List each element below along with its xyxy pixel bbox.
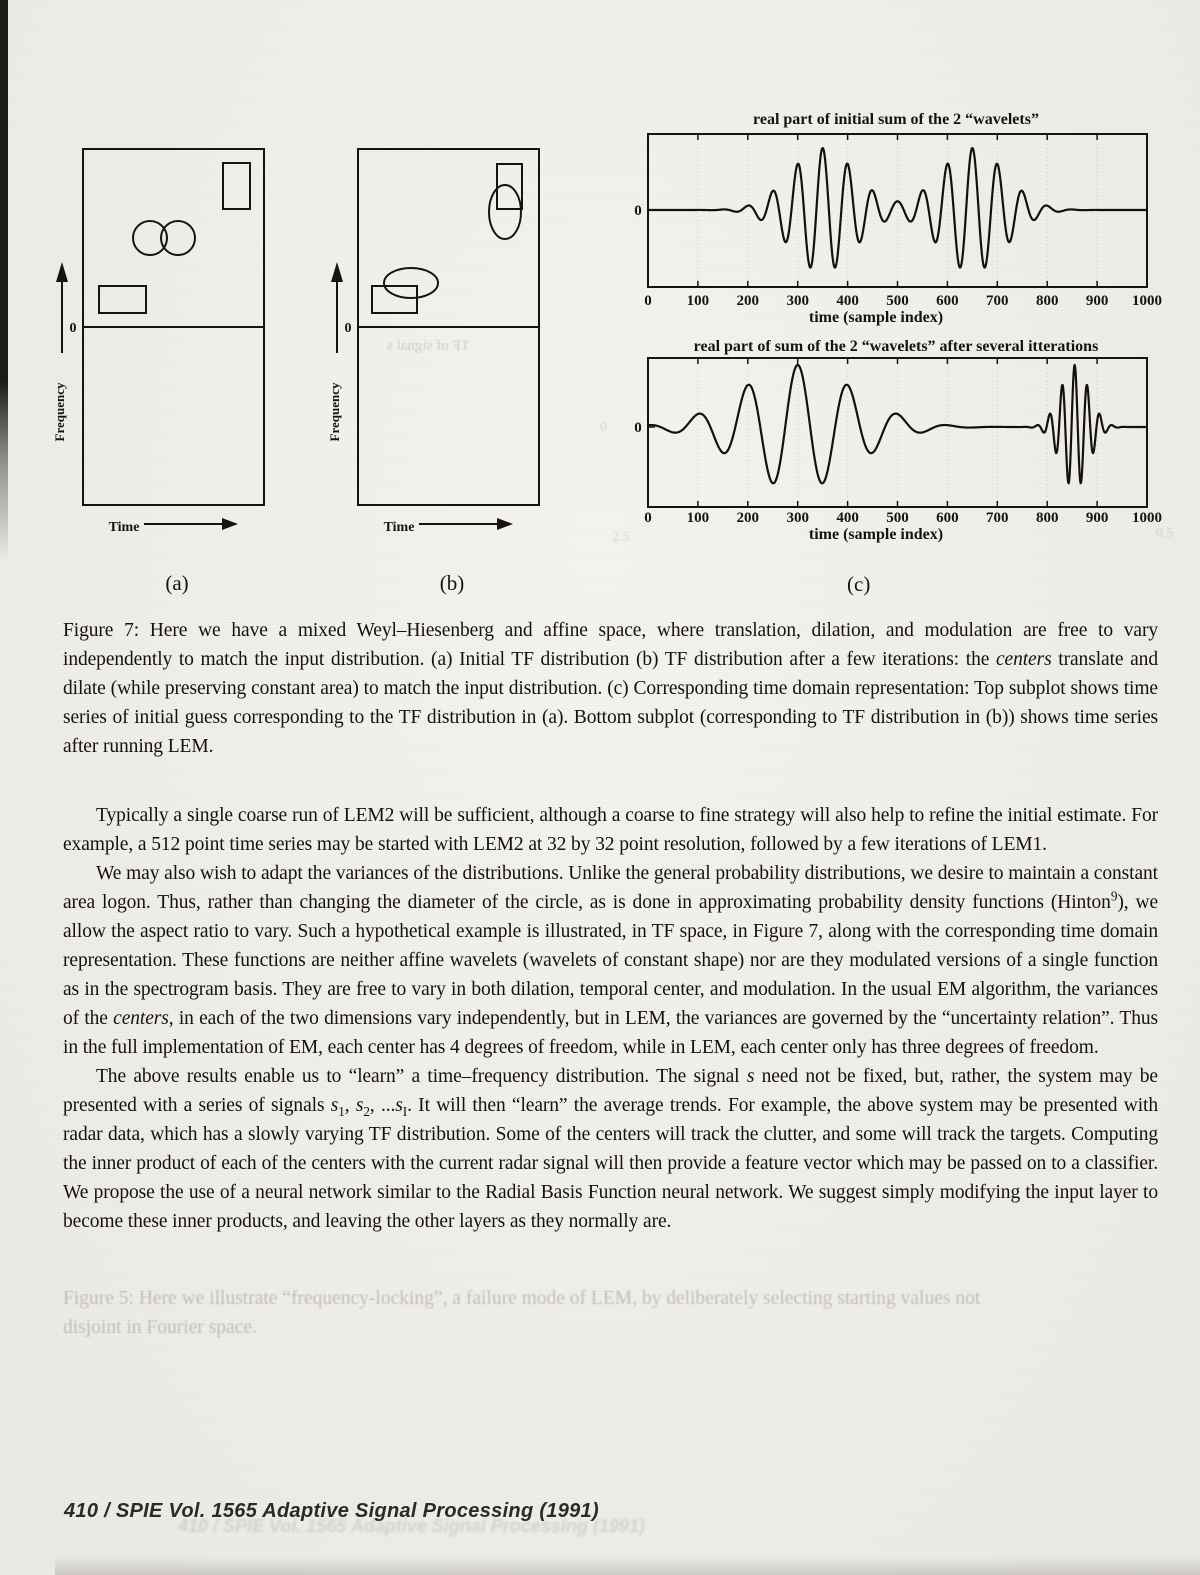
x-tick-label: 800 — [1035, 293, 1059, 309]
time-axis-label: Time — [108, 520, 140, 535]
page-footer: 410 / SPIE Vol. 1565 Adaptive Signal Processing (1991) — [64, 1500, 599, 1522]
x-tick-label: 300 — [786, 293, 809, 309]
bleed-through-fragment: 2.5 — [612, 530, 630, 545]
x-tick-label: 700 — [986, 510, 1009, 526]
y-zero-label: 0 — [634, 420, 642, 436]
arrow-right-icon — [497, 518, 513, 530]
paragraph-1: Typically a single coarse run of LEM2 will be sufficient, although a coarse to fine strategy will also help to refine the initial estimate. For example, a 512 point time series may be started with LEM2 at 32 by 32 point resolution, followed by a few iterations of LEM1. — [63, 805, 1158, 855]
tf-center-rect — [223, 163, 250, 209]
figure-caption: Figure 7: Here we have a mixed Weyl–Hiesenberg and affine space, where translation, dilation, and modulation are free to vary independently to match the input distribution. (a) Initial TF distribution (b) TF distribution after a few iterations: the centers translate and dilate (while preserving constant area) to match the input distribution. (c) Corresponding time domain representation: Top subplot shows time series of initial guess corresponding to the TF distribution in (a). Bottom subplot (corresponding to TF distribution in (b)) shows time series after running LEM. — [63, 620, 1158, 757]
frequency-axis-label: Frequency — [327, 382, 342, 442]
time-axis-label: Time — [383, 520, 415, 535]
x-tick-label: 100 — [686, 510, 710, 526]
x-tick-label: 600 — [936, 293, 959, 309]
x-tick-label: 900 — [1085, 510, 1109, 526]
bleed-through-caption-line-1: Figure 5: Here we illustrate “frequency-locking”, a failure mode of LEM, by deliberately selecting starting values not — [63, 1288, 981, 1309]
paragraph-2: We may also wish to adapt the variances of the distributions. Unlike the general probability distributions, we desire to maintain a constant area logon. Thus, rather than changing the diameter of the circle, as is done in approximating probability density functions (Hinton$^9$), we allow the aspect ratio to vary. Such a hypothetical example is illustrated, in TF space, in Figure 7, along with the corresponding time domain representation. These functions are neither affine wavelets (wavelets of constant shape) nor are they modulated versions of a single function as in the spectrogram basis. They are free to vary in both dilation, temporal center, and modulation. In the usual EM algorithm, the variances of the centers, in each of the two dimensions vary independently, but in LEM, the variances are governed by the “uncertainty relation”. Thus in the full implementation of EM, each center has 4 degrees of freedom, while in LEM, each center only has three degrees of freedom. — [63, 863, 1159, 1058]
wavelet-plot-after-lem — [630, 330, 1175, 555]
paragraph-3: The above results enable us to “learn” a time–frequency distribution. The signal s need not be fixed, but, rather, the system may be presented with a series of signals $s_1$, $s_2$, $...s_I$. It will then “learn” the average trends. For example, the above system may be presented with radar data, which has a slowly varying TF distribution. Some of the centers will track the clutter, and some will track the targets. Computing the inner product of each of the centers with the current radar signal will then provide a feature vector which may be passed on to a classifier. We propose the use of a neural network similar to the Radial Basis Function neural network. We suggest simply modifying the input layer to become these inner products, and leaving the other layers as they normally are. — [63, 1066, 1158, 1232]
x-tick-label: 400 — [836, 510, 859, 526]
wavelet-plot-initial — [630, 108, 1175, 348]
x-tick-label: 200 — [736, 510, 760, 526]
x-tick-label: 0 — [644, 293, 652, 309]
arrow-up-icon — [56, 262, 68, 282]
tf-center-rect — [372, 286, 417, 313]
x-axis-label: time (sample index) — [808, 526, 944, 543]
tf-center-rect — [99, 286, 146, 313]
frequency-axis-label: Frequency — [52, 382, 67, 442]
x-tick-label: 500 — [886, 293, 909, 309]
subfigure-label-c: (c) — [847, 572, 871, 596]
x-tick-label: 800 — [1035, 510, 1059, 526]
subfigure-label: (b) — [439, 571, 465, 595]
body-text — [63, 801, 1158, 1236]
x-tick-label: 0 — [644, 510, 652, 526]
x-tick-label: 400 — [836, 293, 859, 309]
plot-title: real part of sum of the 2 “wavelets” after several itterations — [693, 338, 1099, 355]
waveform-line — [648, 148, 1147, 268]
x-tick-label: 200 — [736, 293, 760, 309]
bleed-through-mirrored-text: TF of signal s — [387, 338, 470, 354]
arrow-right-icon — [222, 518, 238, 530]
bleed-through-fragment: 0.5 — [1156, 526, 1174, 541]
scan-edge-artifact — [0, 0, 8, 560]
zero-label: 0 — [344, 321, 352, 336]
tf-diagram-a — [40, 140, 280, 610]
plot-title: real part of initial sum of the 2 “wavelets” — [753, 111, 1039, 128]
arrow-up-icon — [331, 262, 343, 282]
x-tick-label: 600 — [936, 510, 959, 526]
zero-label: 0 — [69, 321, 77, 336]
bleed-through-footer-echo: 410 / SPIE Vol. 1565 Adaptive Signal Processing (1991) — [178, 1516, 645, 1536]
x-tick-label: 300 — [786, 510, 809, 526]
subfigure-label: (a) — [165, 571, 189, 595]
x-axis-label: time (sample index) — [808, 309, 944, 326]
tf-center-ellipse — [384, 268, 438, 298]
x-tick-label: 700 — [986, 293, 1009, 309]
x-tick-label: 100 — [686, 293, 710, 309]
tf-diagram-b — [315, 140, 555, 610]
y-zero-label: 0 — [634, 203, 642, 219]
tf-center-ellipse — [489, 185, 521, 239]
scan-bottom-shadow — [55, 1556, 1200, 1575]
x-tick-label: 900 — [1085, 293, 1109, 309]
x-tick-label: 500 — [886, 510, 909, 526]
x-tick-label: 1000 — [1132, 293, 1162, 309]
x-tick-label: 1000 — [1132, 510, 1162, 526]
bleed-through-fragment: 0 — [600, 420, 607, 435]
bleed-through-caption-line-2: disjoint in Fourier space. — [63, 1317, 257, 1338]
